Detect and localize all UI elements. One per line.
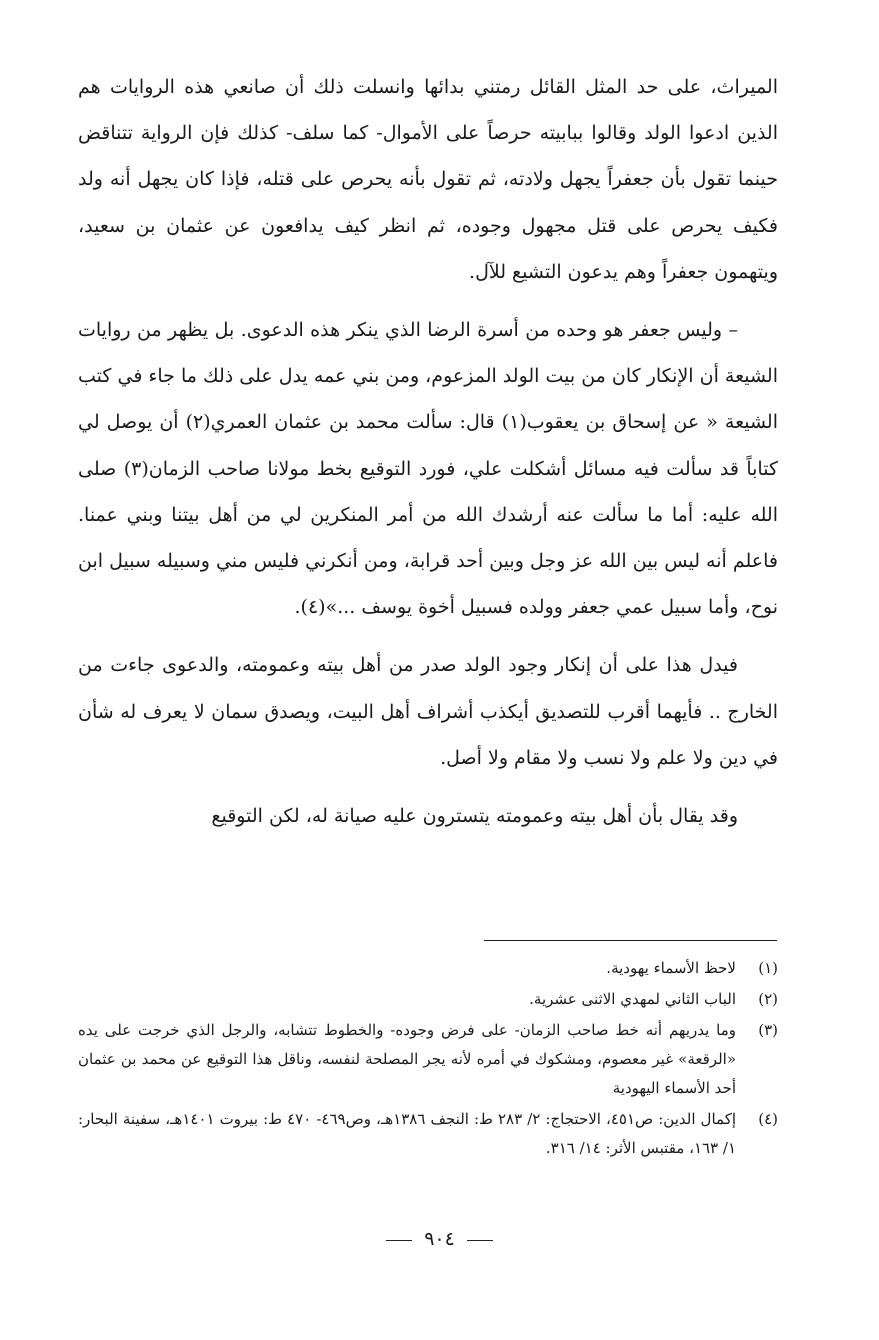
footnote-number: (٤) (758, 1110, 778, 1128)
footnote-text: إكمال الدين: ص٤٥١، الاحتجاج: ٢/ ٢٨٣ ط: النجف ١٣٨٦هـ، وص٤٦٩- ٤٧٠ ط: بيروت ١٤٠١هـ، سفينة البحار: ١/ ١٦٣، مقتبس الأثر: ١٤/ ٣١٦. (78, 1110, 737, 1157)
body-paragraph: وقد يقال بأن أهل بيته وعمومته يتسترون عليه صيانة له، لكن التوقيع (211, 805, 738, 828)
body-paragraph: فيدل هذا على أن إنكار وجود الولد صدر من أهل بيته وعمومته، والدعوى جاءت من الخارج .. فأيهما أقرب للتصديق أيكذب أشراف أهل البيت، ويصدق سمان لا يعرف له شأن في دين ولا علم ولا نسب ولا مقام ولا أصل. (78, 654, 778, 769)
footnote-number: (٣) (758, 1021, 778, 1039)
footnote (78, 954, 778, 983)
main-text (78, 64, 778, 839)
page-number: ٩٠٤ (424, 1228, 455, 1250)
footnote (78, 1105, 778, 1163)
page-number-line (0, 1228, 879, 1250)
footnote-text: لاحظ الأسماء يهودية. (606, 959, 736, 977)
footnote-separator (484, 940, 777, 941)
body-paragraph: الميراث، على حد المثل القائل رمتني بدائها وانسلت ذلك أن صانعي هذه الروايات هم الذين ادعوا الولد وقالوا ببابيته حرصاً على الأموال- كما سلف- كذلك فإن الرواية تتناقض حينما تقول بأن جعفراً يجهل ولادته، ثم تقول بأنه يحرص على قتله، فإذا كان يجهل أنه ولد فكيف يحرص على قتل مجهول وجوده، ثم انظر كيف يدافعون عن عثمان بن سعيد، ويتهمون جعفراً وهم يدعون التشيع للآل. (78, 76, 778, 283)
footnote-text: الباب الثاني لمهدي الاثنى عشرية. (529, 990, 736, 1008)
page-number-dash (467, 1240, 493, 1241)
footnote-number: (١) (758, 959, 778, 977)
page-number-dash (386, 1240, 412, 1241)
footnote (78, 1016, 778, 1103)
body-paragraph: – وليس جعفر هو وحده من أسرة الرضا الذي ينكر هذه الدعوى. بل يظهر من روايات الشيعة أن الإنكار كان من بيت الولد المزعوم، ومن بني عمه يدل على ذلك ما جاء في كتب الشيعة « عن إسحاق بن يعقوب(١) قال: سألت محمد بن عثمان العمري(٢) أن يوصل لي كتاباً قد سألت فيه مسائل أشكلت علي، فورد التوقيع بخط مولانا صاحب الزمان(٣) صلى الله عليه: أما ما سألت عنه أرشدك الله من أمر المنكرين لي من أهل بيتنا وبني عمنا. فاعلم أنه ليس بين الله عز وجل وبين أحد قرابة، ومن أنكرني فليس مني وسبيله سبيل ابن نوح، وأما سبيل عمي جعفر وولده فسبيل أخوة يوسف ...»(٤). (78, 319, 778, 619)
footnote (78, 985, 778, 1014)
footnote-number: (٢) (758, 990, 778, 1008)
footnotes (78, 954, 778, 1165)
footnote-text: وما يدريهم أنه خط صاحب الزمان- على فرض وجوده- والخطوط تتشابه، والرجل الذي خرجت على يده «الرقعة» غير معصوم، ومشكوك في أمره لأنه يجر المصلحة لنفسه، وناقل هذا التوقيع عن محمد بن عثمان أحد الأسماء اليهودية (78, 1021, 736, 1097)
